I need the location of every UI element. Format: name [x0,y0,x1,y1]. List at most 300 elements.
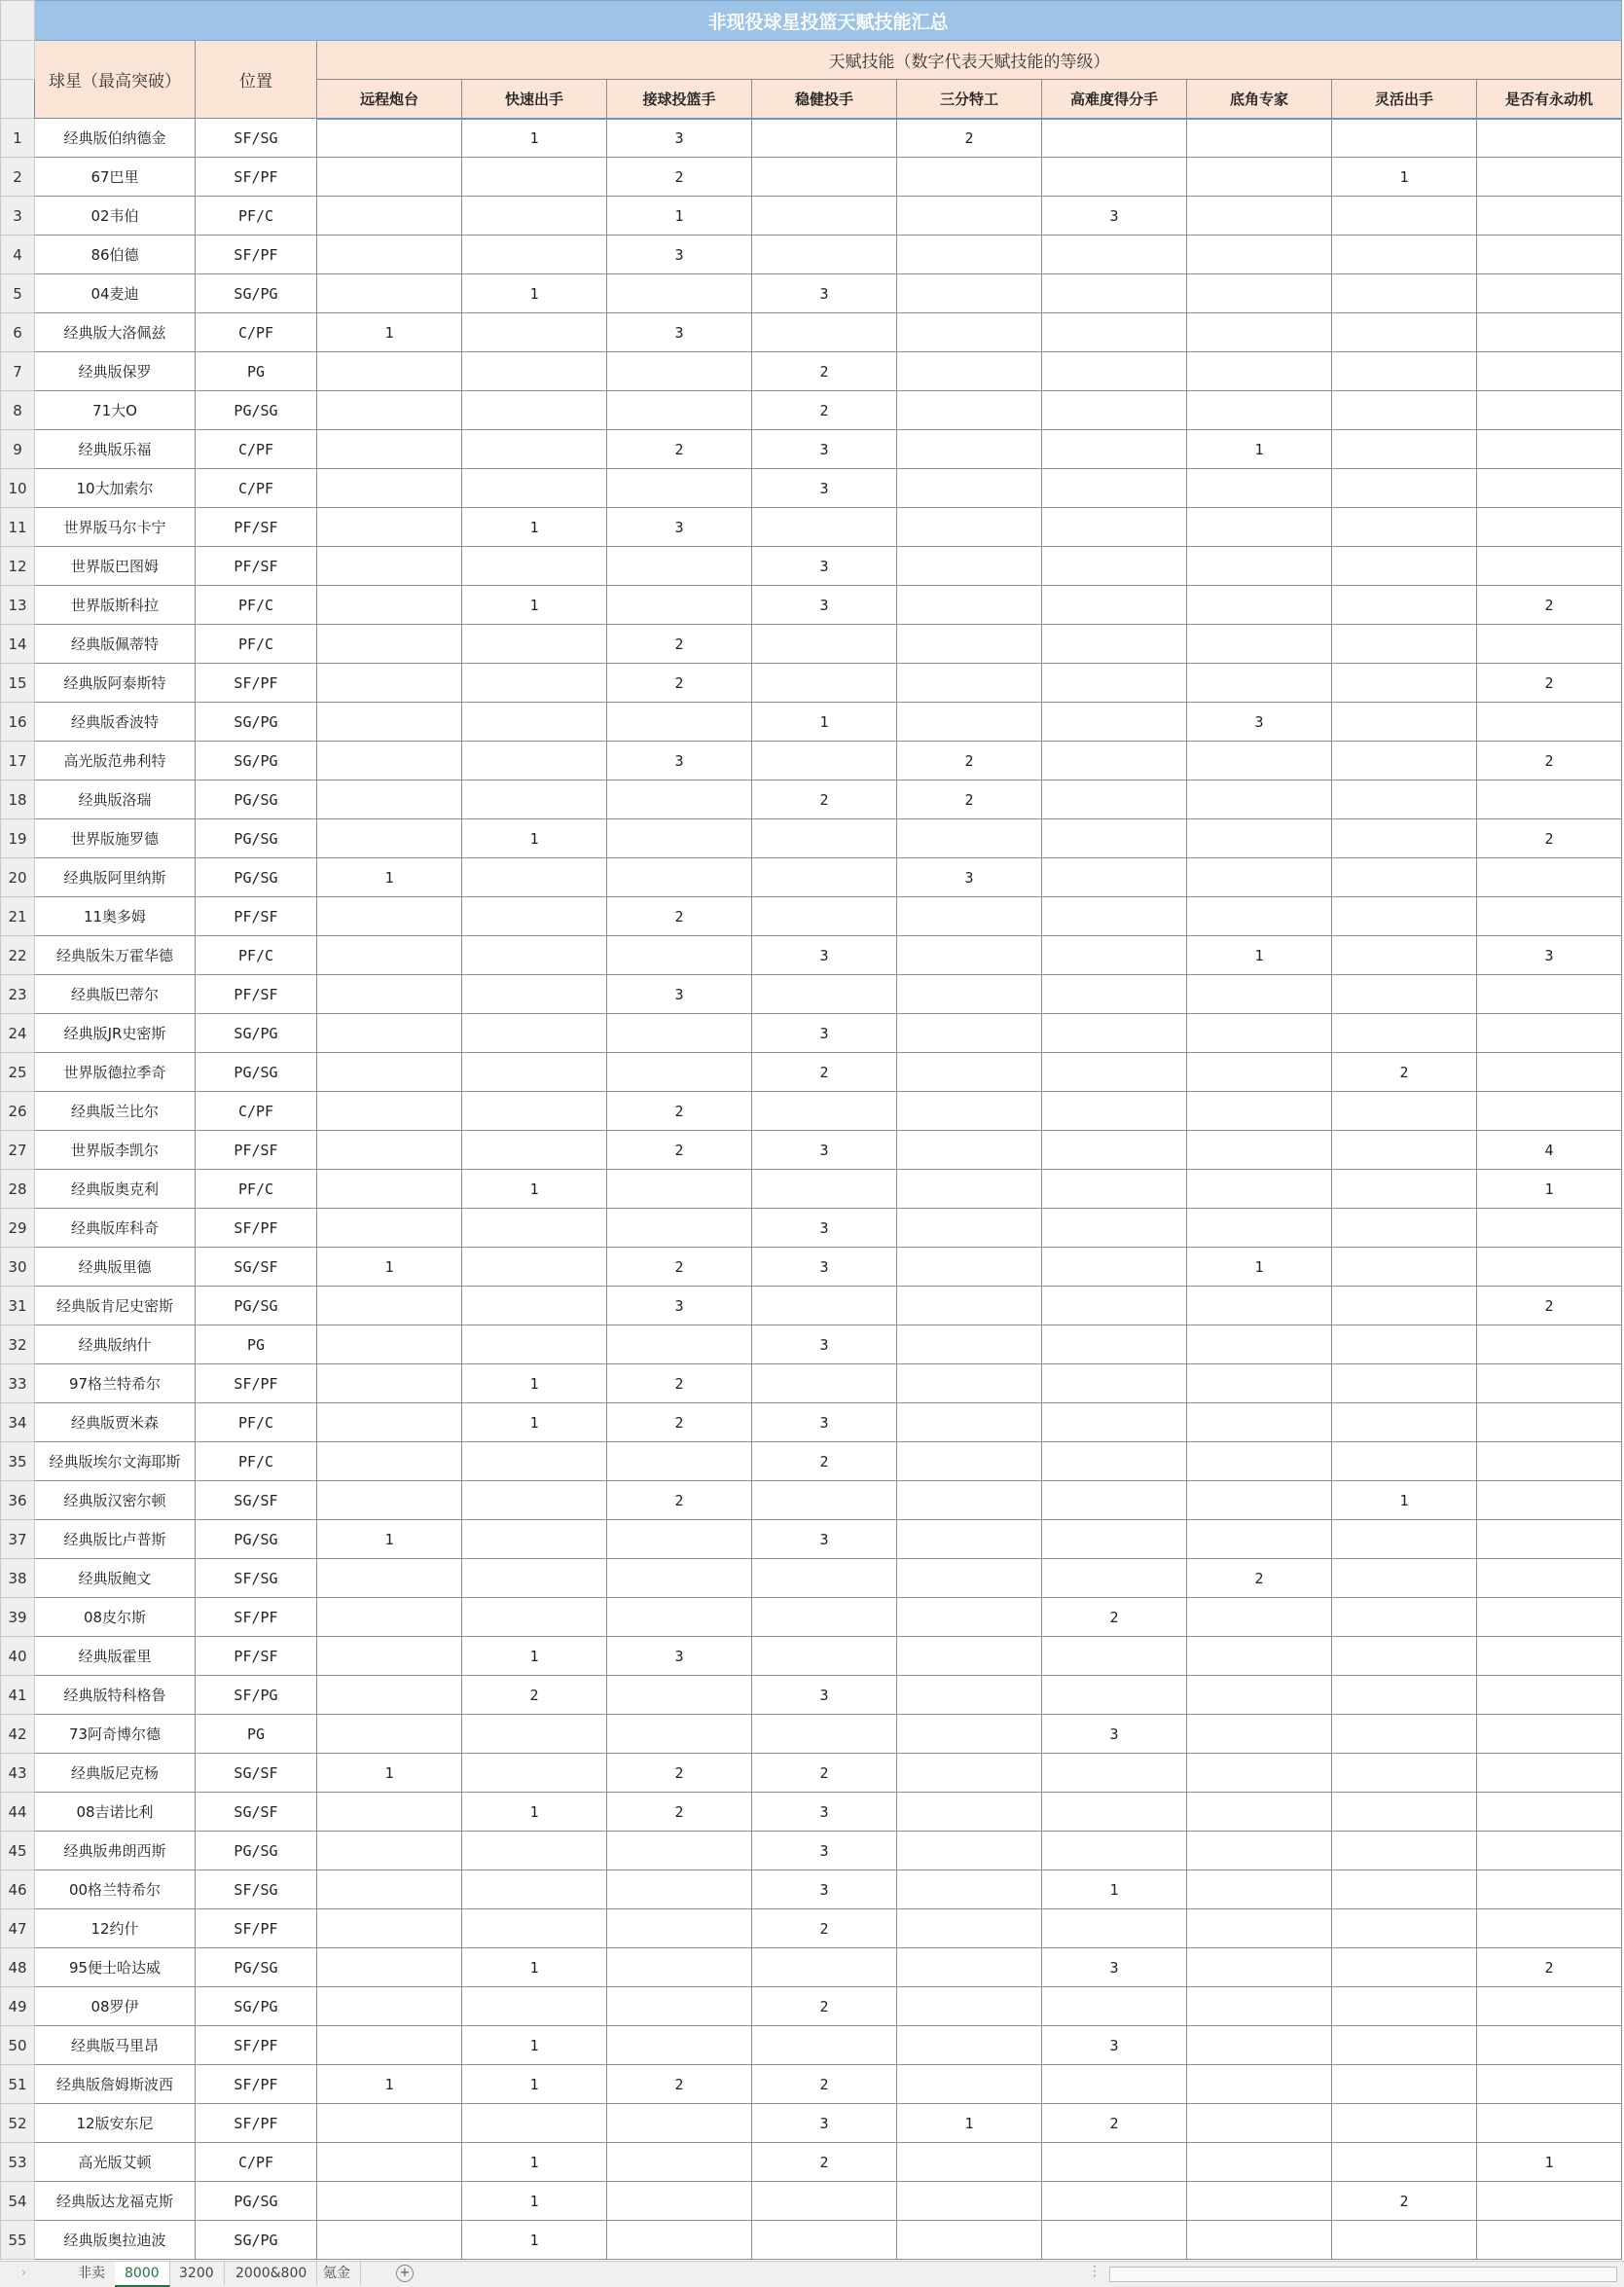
skill-level-cell[interactable] [607,2221,752,2260]
position-cell[interactable]: SF/PF [196,664,317,703]
skill-level-cell[interactable] [752,2026,897,2065]
skill-level-cell[interactable] [897,1481,1042,1520]
skill-level-cell[interactable] [1477,1909,1622,1948]
row-number[interactable]: 54 [1,2182,35,2221]
skill-level-cell[interactable] [897,1793,1042,1832]
skill-level-cell[interactable] [1042,1325,1187,1364]
position-cell[interactable]: PG/SG [196,391,317,430]
row-number[interactable]: 9 [1,430,35,469]
skill-level-cell[interactable]: 2 [752,1053,897,1092]
skill-level-cell[interactable] [317,819,462,858]
skill-level-cell[interactable] [1187,1481,1332,1520]
skill-level-cell[interactable] [1477,236,1622,274]
skill-level-cell[interactable]: 1 [462,1170,607,1209]
skill-level-cell[interactable] [897,1209,1042,1248]
skill-level-cell[interactable] [1187,158,1332,197]
skill-level-cell[interactable]: 2 [1477,586,1622,625]
skill-level-cell[interactable] [1187,1793,1332,1832]
skill-level-cell[interactable] [897,1364,1042,1403]
skill-level-cell[interactable] [1042,508,1187,547]
skill-level-cell[interactable] [1042,1053,1187,1092]
player-name-cell[interactable]: 经典版纳什 [35,1325,196,1364]
row-number[interactable]: 37 [1,1520,35,1559]
skill-level-cell[interactable]: 2 [1042,1598,1187,1637]
skill-level-cell[interactable] [1332,274,1477,313]
position-cell[interactable]: C/PF [196,1092,317,1131]
skill-level-cell[interactable]: 1 [607,197,752,236]
skill-level-cell[interactable] [607,1715,752,1754]
skill-level-cell[interactable] [462,975,607,1014]
row-number[interactable]: 18 [1,780,35,819]
skill-level-cell[interactable] [462,780,607,819]
skill-level-cell[interactable] [1042,2065,1187,2104]
skill-level-cell[interactable] [1187,313,1332,352]
skill-level-cell[interactable] [317,1832,462,1870]
player-name-cell[interactable]: 经典版埃尔文海耶斯 [35,1442,196,1481]
skill-level-cell[interactable] [607,703,752,742]
row-number[interactable]: 11 [1,508,35,547]
skill-level-cell[interactable] [1477,1014,1622,1053]
skill-level-cell[interactable]: 2 [607,664,752,703]
skill-level-cell[interactable] [317,236,462,274]
player-name-cell[interactable]: 世界版李凯尔 [35,1131,196,1170]
skill-level-cell[interactable] [607,469,752,508]
skill-level-cell[interactable]: 2 [607,897,752,936]
row-number[interactable]: 49 [1,1987,35,2026]
skill-level-cell[interactable] [1042,158,1187,197]
row-number[interactable]: 41 [1,1676,35,1715]
skill-level-cell[interactable] [317,1364,462,1403]
skill-level-cell[interactable]: 3 [752,1325,897,1364]
skill-level-cell[interactable] [317,547,462,586]
skill-level-cell[interactable] [1332,2104,1477,2143]
skill-level-cell[interactable]: 2 [607,1092,752,1131]
skill-level-cell[interactable] [317,1481,462,1520]
skill-level-cell[interactable]: 2 [1477,664,1622,703]
player-name-cell[interactable]: 经典版库科奇 [35,1209,196,1248]
skill-level-cell[interactable] [897,274,1042,313]
row-number[interactable]: 31 [1,1287,35,1325]
skill-level-cell[interactable] [317,780,462,819]
skill-level-cell[interactable] [752,2221,897,2260]
position-cell[interactable]: C/PF [196,430,317,469]
skill-level-cell[interactable] [1187,547,1332,586]
skill-level-cell[interactable] [1477,703,1622,742]
skill-level-cell[interactable]: 2 [752,780,897,819]
player-name-cell[interactable]: 经典版尼克杨 [35,1754,196,1793]
skill-level-cell[interactable] [1332,819,1477,858]
skill-level-cell[interactable] [1187,1209,1332,1248]
skill-level-cell[interactable]: 1 [462,586,607,625]
skill-level-cell[interactable] [1477,1053,1622,1092]
skill-level-cell[interactable] [1042,274,1187,313]
skill-level-cell[interactable] [1042,469,1187,508]
skill-level-cell[interactable] [1477,1364,1622,1403]
position-cell[interactable]: PF/C [196,936,317,975]
skill-level-cell[interactable] [1187,2065,1332,2104]
skill-level-cell[interactable]: 4 [1477,1131,1622,1170]
skill-level-cell[interactable] [462,391,607,430]
skill-level-cell[interactable] [462,1287,607,1325]
skill-level-cell[interactable] [1332,1248,1477,1287]
row-number[interactable]: 1 [1,119,35,158]
skill-level-cell[interactable] [607,547,752,586]
skill-level-cell[interactable] [1332,547,1477,586]
skill-level-cell[interactable]: 1 [1187,1248,1332,1287]
player-name-cell[interactable]: 08罗伊 [35,1987,196,2026]
skill-level-cell[interactable] [462,664,607,703]
skill-level-cell[interactable] [462,742,607,780]
row-number[interactable]: 55 [1,2221,35,2260]
skill-level-cell[interactable] [897,1598,1042,1637]
skill-level-cell[interactable] [1332,2065,1477,2104]
skill-level-cell[interactable] [1187,1053,1332,1092]
skill-level-cell[interactable]: 3 [752,469,897,508]
skill-level-cell[interactable] [462,703,607,742]
skill-level-cell[interactable]: 3 [752,1248,897,1287]
skill-level-cell[interactable] [1187,664,1332,703]
skill-level-cell[interactable]: 1 [897,2104,1042,2143]
skill-level-cell[interactable] [1332,1987,1477,2026]
skill-level-cell[interactable] [1187,1520,1332,1559]
skill-level-cell[interactable] [1042,1754,1187,1793]
player-name-cell[interactable]: 经典版鲍文 [35,1559,196,1598]
skill-level-cell[interactable] [1477,158,1622,197]
skill-level-cell[interactable] [317,703,462,742]
skill-column-header[interactable]: 稳健投手 [752,80,897,119]
skill-level-cell[interactable] [897,625,1042,664]
skill-level-cell[interactable] [317,391,462,430]
skill-level-cell[interactable]: 3 [1042,197,1187,236]
position-cell[interactable]: SG/PG [196,274,317,313]
skill-level-cell[interactable] [1477,1676,1622,1715]
skill-level-cell[interactable] [317,1909,462,1948]
skill-level-cell[interactable]: 2 [607,1403,752,1442]
skill-level-cell[interactable] [752,1559,897,1598]
skill-level-cell[interactable] [1187,1832,1332,1870]
skill-level-cell[interactable] [607,1325,752,1364]
player-name-cell[interactable]: 经典版詹姆斯波西 [35,2065,196,2104]
skill-level-cell[interactable] [752,197,897,236]
player-name-cell[interactable]: 经典版巴蒂尔 [35,975,196,1014]
skill-level-cell[interactable] [462,1598,607,1637]
skill-level-cell[interactable] [317,119,462,158]
skill-level-cell[interactable] [1042,1520,1187,1559]
skill-level-cell[interactable] [1477,197,1622,236]
skill-level-cell[interactable] [1187,1637,1332,1676]
row-number[interactable]: 21 [1,897,35,936]
player-name-cell[interactable]: 经典版阿泰斯特 [35,664,196,703]
skill-level-cell[interactable] [897,1676,1042,1715]
skill-level-cell[interactable] [1187,2221,1332,2260]
skill-level-cell[interactable] [1477,2182,1622,2221]
row-number[interactable]: 25 [1,1053,35,1092]
skill-level-cell[interactable]: 2 [897,119,1042,158]
skill-level-cell[interactable] [317,2182,462,2221]
position-cell[interactable]: SG/PG [196,1014,317,1053]
skill-level-cell[interactable]: 3 [752,430,897,469]
skill-level-cell[interactable] [317,625,462,664]
player-name-cell[interactable]: 经典版洛瑞 [35,780,196,819]
skill-level-cell[interactable] [1042,1481,1187,1520]
skill-level-cell[interactable] [1187,508,1332,547]
skill-level-cell[interactable] [1332,897,1477,936]
skill-level-cell[interactable]: 2 [607,2065,752,2104]
skill-level-cell[interactable] [317,897,462,936]
position-cell[interactable]: PF/SF [196,508,317,547]
skill-level-cell[interactable]: 2 [1332,1053,1477,1092]
position-cell[interactable]: SG/SF [196,1793,317,1832]
row-number[interactable]: 35 [1,1442,35,1481]
row-number[interactable]: 8 [1,391,35,430]
skill-level-cell[interactable] [1042,1403,1187,1442]
skill-level-cell[interactable]: 1 [317,858,462,897]
skill-level-cell[interactable] [1477,119,1622,158]
player-name-cell[interactable]: 经典版霍里 [35,1637,196,1676]
skill-level-cell[interactable] [1042,1676,1187,1715]
position-cell[interactable]: PG/SG [196,2182,317,2221]
skill-level-cell[interactable] [462,897,607,936]
position-cell[interactable]: PF/SF [196,547,317,586]
skill-level-cell[interactable] [1332,119,1477,158]
skill-level-cell[interactable]: 2 [607,1793,752,1832]
row-number[interactable]: 14 [1,625,35,664]
skill-level-cell[interactable] [1042,897,1187,936]
skill-level-cell[interactable] [1042,313,1187,352]
skill-level-cell[interactable] [897,1870,1042,1909]
player-name-cell[interactable]: 世界版德拉季奇 [35,1053,196,1092]
skill-level-cell[interactable] [1477,352,1622,391]
skill-level-cell[interactable] [607,1170,752,1209]
skill-level-cell[interactable]: 3 [752,1676,897,1715]
position-cell[interactable]: PG/SG [196,819,317,858]
skill-level-cell[interactable] [607,1948,752,1987]
position-cell[interactable]: SF/PF [196,1209,317,1248]
position-cell[interactable]: SF/PG [196,1676,317,1715]
skill-level-cell[interactable] [1332,1092,1477,1131]
skill-level-cell[interactable] [897,819,1042,858]
skill-level-cell[interactable]: 3 [607,742,752,780]
skill-level-cell[interactable] [897,1248,1042,1287]
sheet-title[interactable]: 非现役球星投篮天赋技能汇总 [35,1,1622,41]
player-name-cell[interactable]: 世界版施罗德 [35,819,196,858]
player-name-cell[interactable]: 97格兰特希尔 [35,1364,196,1403]
row-number[interactable]: 23 [1,975,35,1014]
skill-level-cell[interactable] [897,2221,1042,2260]
player-name-cell[interactable]: 经典版比卢普斯 [35,1520,196,1559]
skill-level-cell[interactable] [607,1909,752,1948]
skill-level-cell[interactable]: 1 [317,1520,462,1559]
skill-level-cell[interactable] [317,2104,462,2143]
skill-column-header[interactable]: 高难度得分手 [1042,80,1187,119]
position-cell[interactable]: PG [196,1715,317,1754]
player-name-cell[interactable]: 世界版巴图姆 [35,547,196,586]
row-number[interactable]: 2 [1,158,35,197]
skill-level-cell[interactable] [317,1170,462,1209]
skill-level-cell[interactable] [1477,1754,1622,1793]
row-number[interactable]: 17 [1,742,35,780]
row-number[interactable]: 4 [1,236,35,274]
skill-level-cell[interactable] [1332,1014,1477,1053]
skill-level-cell[interactable]: 1 [462,119,607,158]
skill-level-cell[interactable] [607,2182,752,2221]
skill-level-cell[interactable] [317,197,462,236]
skill-level-cell[interactable] [462,1131,607,1170]
skill-level-cell[interactable] [607,1053,752,1092]
skill-level-cell[interactable] [1332,858,1477,897]
skill-level-cell[interactable] [897,313,1042,352]
skill-level-cell[interactable] [1332,780,1477,819]
skill-level-cell[interactable] [317,742,462,780]
skill-level-cell[interactable] [607,780,752,819]
sheet-tab[interactable]: 非卖 [68,2262,116,2285]
skill-level-cell[interactable] [462,1209,607,1248]
skill-level-cell[interactable] [1332,352,1477,391]
skill-level-cell[interactable]: 3 [752,1014,897,1053]
row-number[interactable]: 30 [1,1248,35,1287]
player-name-cell[interactable]: 73阿奇博尔德 [35,1715,196,1754]
player-name-cell[interactable]: 经典版汉密尔顿 [35,1481,196,1520]
skill-level-cell[interactable] [1332,1754,1477,1793]
skill-level-cell[interactable] [1187,897,1332,936]
skill-level-cell[interactable]: 3 [607,119,752,158]
skill-level-cell[interactable] [1477,1248,1622,1287]
row-number[interactable]: 40 [1,1637,35,1676]
skill-level-cell[interactable] [317,1793,462,1832]
skill-level-cell[interactable] [1332,1325,1477,1364]
position-cell[interactable]: SG/PG [196,1987,317,2026]
skill-level-cell[interactable] [1042,119,1187,158]
skill-level-cell[interactable] [1477,1481,1622,1520]
skill-level-cell[interactable] [317,1870,462,1909]
skill-level-cell[interactable] [1477,2065,1622,2104]
skill-level-cell[interactable] [607,352,752,391]
position-cell[interactable]: PF/SF [196,1637,317,1676]
skill-level-cell[interactable] [317,1092,462,1131]
skill-level-cell[interactable]: 1 [317,313,462,352]
skill-level-cell[interactable] [317,664,462,703]
position-cell[interactable]: C/PF [196,2143,317,2182]
position-cell[interactable]: PG [196,352,317,391]
skill-level-cell[interactable] [1042,1209,1187,1248]
row-number[interactable]: 27 [1,1131,35,1170]
skill-level-cell[interactable] [607,1442,752,1481]
skill-level-cell[interactable] [897,1715,1042,1754]
skill-column-header[interactable]: 远程炮台 [317,80,462,119]
row-number[interactable]: 26 [1,1092,35,1131]
skill-level-cell[interactable] [897,936,1042,975]
skill-level-cell[interactable] [462,1754,607,1793]
skill-level-cell[interactable] [317,352,462,391]
skill-level-cell[interactable] [1187,1715,1332,1754]
skill-level-cell[interactable]: 3 [1477,936,1622,975]
skill-level-cell[interactable]: 1 [462,2143,607,2182]
skill-column-header[interactable]: 底角专家 [1187,80,1332,119]
skill-level-cell[interactable] [317,2143,462,2182]
row-number[interactable]: 10 [1,469,35,508]
position-cell[interactable]: PF/SF [196,897,317,936]
skill-level-cell[interactable]: 3 [752,274,897,313]
skill-level-cell[interactable]: 1 [1187,430,1332,469]
skill-level-cell[interactable]: 1 [1187,936,1332,975]
skill-level-cell[interactable] [607,1676,752,1715]
player-name-cell[interactable]: 86伯德 [35,236,196,274]
player-name-cell[interactable]: 经典版佩蒂特 [35,625,196,664]
row-header[interactable] [1,41,35,80]
skill-column-header[interactable]: 是否有永动机 [1477,80,1622,119]
skill-level-cell[interactable] [1477,780,1622,819]
skill-level-cell[interactable] [1187,1948,1332,1987]
skill-level-cell[interactable] [1477,625,1622,664]
row-number[interactable]: 24 [1,1014,35,1053]
position-cell[interactable]: SG/PG [196,2221,317,2260]
skill-level-cell[interactable] [752,1364,897,1403]
skill-level-cell[interactable] [317,158,462,197]
skill-level-cell[interactable] [897,1053,1042,1092]
skill-level-cell[interactable] [1042,1287,1187,1325]
skill-level-cell[interactable]: 2 [1477,819,1622,858]
skill-level-cell[interactable]: 3 [752,1793,897,1832]
skill-level-cell[interactable] [1477,1870,1622,1909]
skill-level-cell[interactable] [1187,1598,1332,1637]
skill-level-cell[interactable] [1332,1832,1477,1870]
row-number[interactable]: 16 [1,703,35,742]
skill-level-cell[interactable] [607,1209,752,1248]
skill-level-cell[interactable] [607,2104,752,2143]
skill-level-cell[interactable]: 3 [752,936,897,975]
skill-level-cell[interactable] [752,975,897,1014]
skill-level-cell[interactable] [752,858,897,897]
skill-level-cell[interactable] [752,897,897,936]
skill-level-cell[interactable] [1187,119,1332,158]
skill-level-cell[interactable] [1042,1248,1187,1287]
player-name-cell[interactable]: 经典版特科格鲁 [35,1676,196,1715]
row-number[interactable]: 53 [1,2143,35,2182]
position-column-header[interactable]: 位置 [196,41,317,119]
skill-level-cell[interactable] [897,1948,1042,1987]
position-cell[interactable]: SG/SF [196,1248,317,1287]
skill-level-cell[interactable] [1042,352,1187,391]
skill-level-cell[interactable] [1187,1325,1332,1364]
skill-level-cell[interactable] [1477,1092,1622,1131]
skill-level-cell[interactable] [897,2182,1042,2221]
player-name-cell[interactable]: 经典版里德 [35,1248,196,1287]
skill-level-cell[interactable] [752,508,897,547]
skill-level-cell[interactable] [897,1832,1042,1870]
skill-level-cell[interactable]: 1 [317,1248,462,1287]
skill-level-cell[interactable] [1042,1170,1187,1209]
position-cell[interactable]: SG/PG [196,742,317,780]
row-number[interactable]: 20 [1,858,35,897]
player-name-cell[interactable]: 经典版JR史密斯 [35,1014,196,1053]
skill-level-cell[interactable] [897,1987,1042,2026]
skill-level-cell[interactable] [317,1131,462,1170]
position-cell[interactable]: PG [196,1325,317,1364]
skill-level-cell[interactable]: 2 [752,2143,897,2182]
skill-level-cell[interactable] [317,430,462,469]
row-number[interactable]: 34 [1,1403,35,1442]
skill-level-cell[interactable] [1042,1987,1187,2026]
position-cell[interactable]: SF/PF [196,1909,317,1948]
player-name-cell[interactable]: 00格兰特希尔 [35,1870,196,1909]
skill-level-cell[interactable] [462,1832,607,1870]
position-cell[interactable]: PG/SG [196,1832,317,1870]
skill-level-cell[interactable] [897,2065,1042,2104]
skill-level-cell[interactable] [752,625,897,664]
skill-level-cell[interactable] [1187,819,1332,858]
skill-level-cell[interactable] [1187,975,1332,1014]
talent-group-header[interactable]: 天赋技能（数字代表天赋技能的等级） [317,41,1622,80]
